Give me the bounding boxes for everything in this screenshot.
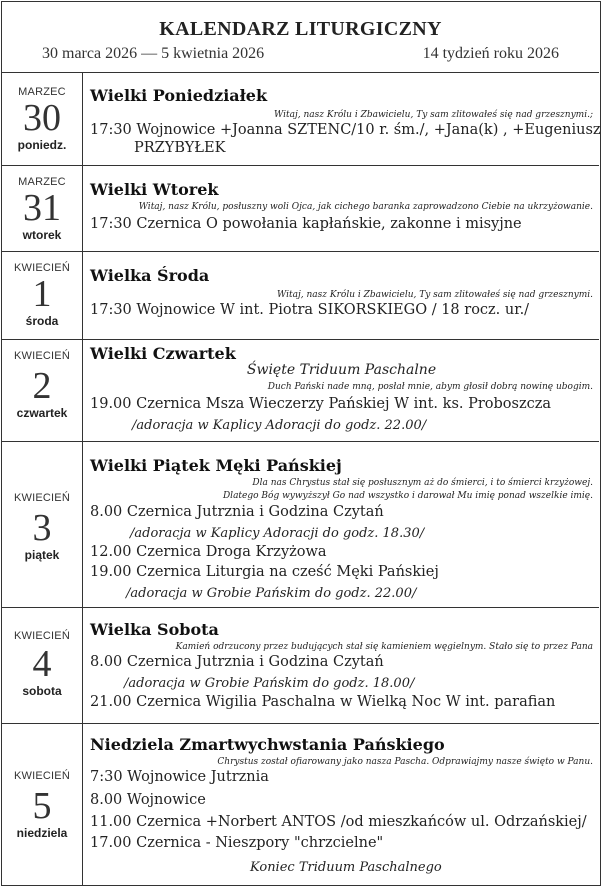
day-number: 2 — [32, 365, 52, 407]
day-content — [90, 166, 593, 251]
day-number: 5 — [32, 785, 52, 827]
day-row-5 — [2, 724, 599, 885]
day-content — [90, 724, 593, 885]
month-label: MARZEC — [18, 176, 66, 188]
calendar-header — [2, 2, 599, 73]
feast-quote: Duch Pański nade mną, posłał mnie, abym głosił dobrą nowinę ubogim. — [267, 382, 593, 392]
day-name: czwartek — [16, 406, 68, 420]
adoration-note: /adoracja w Kaplicy Adoracji do godz. 22.00/ — [132, 418, 427, 433]
week-number: 14 tydzień roku 2026 — [422, 45, 559, 62]
adoration-note: /adoracja w Kaplicy Adoracji do godz. 18.30/ — [130, 526, 425, 541]
mass-entry: 19.00 Czernica Msza Wieczerzy Pańskiej W int. ks. Proboszcza — [90, 396, 552, 412]
mass-entry: 17.00 Czernica - Nieszpory "chrzcielne" — [90, 835, 384, 851]
date-cell — [2, 166, 83, 251]
feast-quote: Kamień odrzucony przez budujących stał się kamieniem węgielnym. Stało się to przez Pana — [175, 642, 593, 652]
day-number: 4 — [32, 643, 52, 685]
mass-entry: 8.00 Wojnowice — [90, 792, 206, 808]
day-row-2 — [2, 340, 599, 442]
month-label: KWIECIEŃ — [14, 770, 70, 782]
mass-entry: 7:30 Wojnowice Jutrznia — [90, 769, 269, 785]
day-name: niedziela — [16, 826, 68, 840]
day-number: 30 — [23, 97, 61, 139]
feast-quote: Witaj, nasz Królu i Zbawicielu, Ty sam zlitowałeś się nad grzesznymi. — [277, 290, 593, 300]
feast-title: Wielki Czwartek — [90, 344, 236, 363]
date-range: 30 marca 2026 — 5 kwietnia 2026 — [42, 45, 265, 62]
month-label: KWIECIEŃ — [14, 630, 70, 642]
day-content — [90, 72, 601, 165]
mass-entry: 19.00 Czernica Liturgia na cześć Męki Pańskiej — [90, 564, 439, 580]
day-content — [90, 340, 593, 441]
mass-entry: 12.00 Czernica Droga Krzyżowa — [90, 544, 327, 560]
day-row-30 — [2, 72, 599, 166]
triduum-subtitle: Święte Triduum Paschalne — [246, 362, 437, 378]
month-label: KWIECIEŃ — [14, 492, 70, 504]
date-cell — [2, 340, 83, 441]
day-name: piątek — [24, 548, 60, 562]
day-name: poniedz. — [17, 138, 67, 152]
feast-title: Niedziela Zmartwychwstania Pańskiego — [90, 735, 445, 754]
day-content — [90, 252, 593, 339]
mass-entry-continued: PRZYBYŁEK — [134, 140, 226, 156]
feast-quote-2: Dlatego Bóg wywyższył Go nad wszystko i darował Mu imię ponad wszelkie imię. — [222, 491, 593, 501]
feast-quote: Witaj, nasz Królu i Zbawicielu, Ty sam zlitowałeś się nad grzesznymi.; — [274, 110, 593, 120]
calendar-sheet — [1, 1, 601, 886]
adoration-note: /adoracja w Grobie Pańskim do godz. 18.00/ — [124, 676, 415, 691]
day-content — [90, 442, 593, 607]
day-row-4 — [2, 608, 599, 724]
mass-entry: 11.00 Czernica +Norbert ANTOS /od mieszkańców ul. Odrzańskiej/ — [90, 814, 587, 830]
mass-entry: 8.00 Czernica Jutrznia i Godzina Czytań — [90, 504, 384, 520]
feast-quote: Chrystus został ofiarowany jako nasza Pascha. Odprawiajmy nasze święto w Panu. — [217, 757, 593, 767]
day-name: wtorek — [22, 228, 62, 242]
mass-entry: 21.00 Czernica Wigilia Paschalna w Wielką Noc W int. parafian — [90, 694, 556, 710]
date-cell — [2, 608, 83, 723]
day-name: środa — [25, 314, 59, 328]
feast-title: Wielka Środa — [90, 266, 210, 285]
day-name: sobota — [22, 684, 62, 698]
mass-entry: 17:30 Czernica O powołania kapłańskie, zakonne i misyjne — [90, 216, 522, 232]
feast-title: Wielki Poniedziałek — [90, 86, 268, 105]
month-label: MARZEC — [18, 86, 66, 98]
feast-title: Wielki Wtorek — [90, 180, 219, 199]
feast-quote: Witaj, nasz Królu, posłuszny woli Ojca, jak cichego baranka zaprowadzono Ciebie na ukrzyżowanie. — [138, 202, 593, 212]
day-number: 1 — [32, 273, 52, 315]
mass-entry: 8.00 Czernica Jutrznia i Godzina Czytań — [90, 654, 384, 670]
day-number: 31 — [23, 187, 61, 229]
date-cell — [2, 72, 83, 165]
adoration-note: /adoracja w Grobie Pańskim do godz. 22.00/ — [126, 586, 417, 601]
feast-title: Wielka Sobota — [90, 620, 219, 639]
date-cell — [2, 724, 83, 885]
day-row-3 — [2, 442, 599, 608]
day-number: 3 — [32, 507, 52, 549]
mass-entry: 17:30 Wojnowice W int. Piotra SIKORSKIEGO / 18 rocz. ur./ — [90, 302, 530, 318]
mass-entry: 17:30 Wojnowice +Joanna SZTENC/10 r. śm./, +Jana(k) , +Eugeniusz — [90, 122, 601, 138]
day-content — [90, 608, 593, 723]
feast-quote: Dla nas Chrystus stał się posłusznym aż do śmierci, i to śmierci krzyżowej. — [252, 478, 593, 488]
date-cell — [2, 442, 83, 607]
day-row-1 — [2, 252, 599, 340]
page-title: KALENDARZ LITURGICZNY — [159, 18, 442, 40]
day-row-31 — [2, 166, 599, 252]
triduum-end-note: Koniec Triduum Paschalnego — [250, 860, 442, 875]
date-cell — [2, 252, 83, 339]
month-label: KWIECIEŃ — [14, 350, 70, 362]
feast-title: Wielki Piątek Męki Pańskiej — [90, 456, 342, 475]
month-label: KWIECIEŃ — [14, 262, 70, 274]
